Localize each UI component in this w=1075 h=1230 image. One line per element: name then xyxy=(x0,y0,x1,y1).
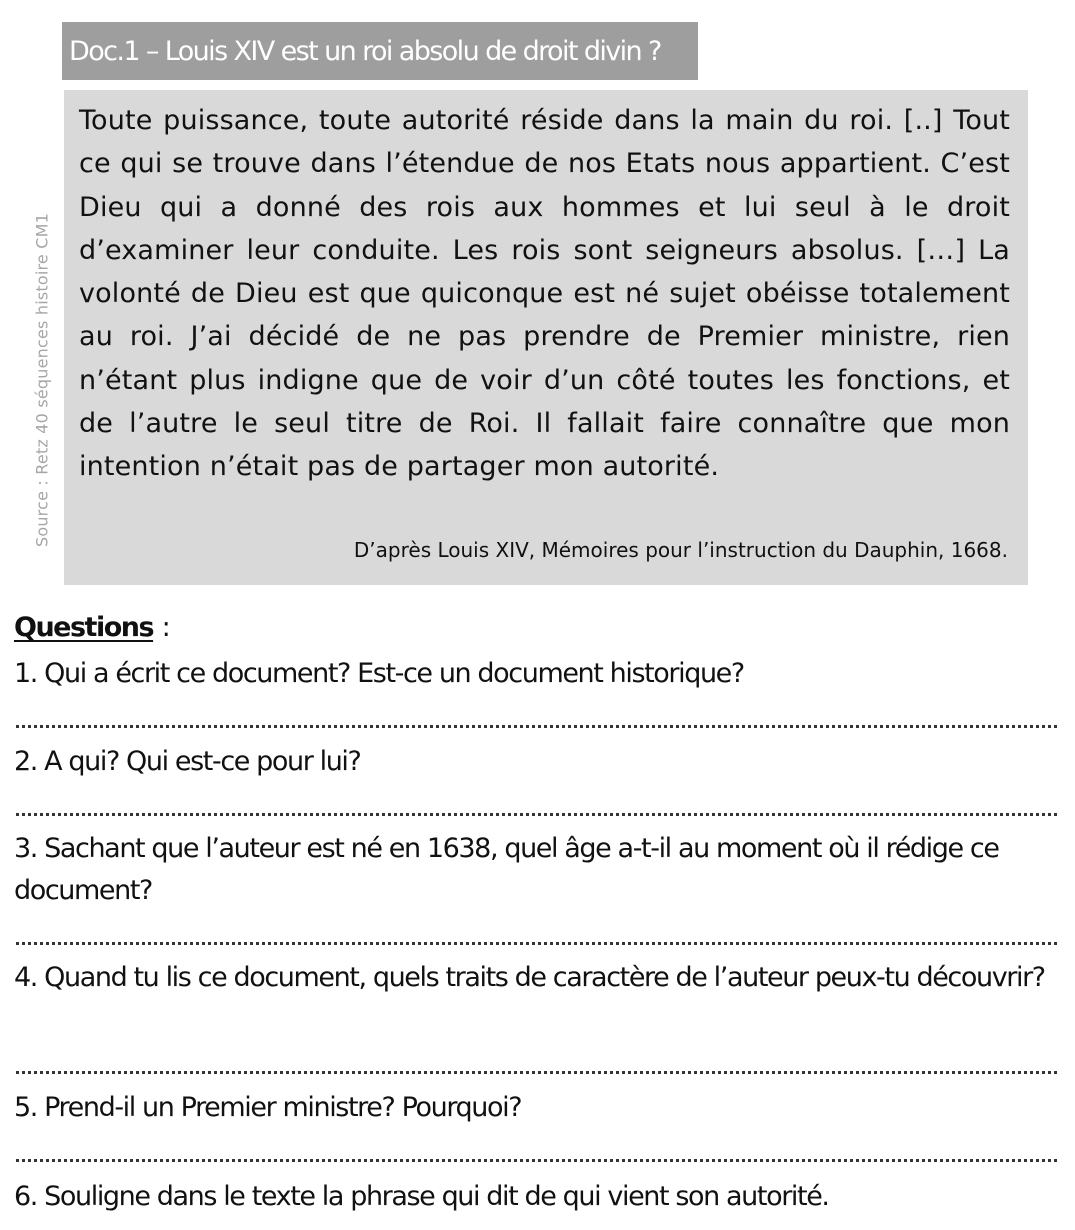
answer-line-3[interactable] xyxy=(16,942,1057,945)
quote-text: Toute puissance, toute autorité réside dans la main du roi. [..] Tout ce qui se trouve dans l’étendue de nos Etats nous appartient. C’est Dieu qui a donné des rois aux hommes et lui seul à le droit d’examiner leur conduite. Les rois sont seigneurs absolus. […] La volonté de Dieu est que quiconque est né sujet obéisse totalement au roi. J’ai décidé de ne pas prendre de Premier ministre, rien n’étant plus indigne que de voir d’un côté toutes les fonctions, et de l’autre le seul titre de Roi. Il fallait faire connaître que mon intention n’était pas de partager mon autorité. xyxy=(79,105,1010,483)
document-title-bar xyxy=(62,22,698,80)
answer-line-5[interactable] xyxy=(16,1159,1057,1162)
answer-line-1[interactable] xyxy=(16,725,1057,728)
quote-attribution: D’après Louis XIV, Mémoires pour l’instruction du Dauphin, 1668. xyxy=(353,538,1008,562)
question-2: 2. A qui? Qui est-ce pour lui? xyxy=(14,746,361,777)
question-3: 3. Sachant que l’auteur est né en 1638, quel âge a-t-il au moment où il rédige ce document? xyxy=(14,833,999,906)
source-credit: Source : Retz 40 séquences histoire CM1 xyxy=(32,212,52,548)
question-1: 1. Qui a écrit ce document? Est-ce un document historique? xyxy=(14,658,744,689)
question-6: 6. Souligne dans le texte la phrase qui dit de qui vient son autorité. xyxy=(14,1181,829,1212)
questions-heading xyxy=(14,612,171,643)
answer-line-2[interactable] xyxy=(16,813,1057,816)
questions-heading-colon: : xyxy=(153,612,171,643)
question-4: 4. Quand tu lis ce document, quels traits de caractère de l’auteur peux-tu découvrir? xyxy=(14,962,1045,993)
questions-heading-label: Questions xyxy=(14,612,154,643)
quote-box xyxy=(64,90,1028,585)
question-5: 5. Prend-il un Premier ministre? Pourquoi? xyxy=(14,1092,522,1123)
document-title: Doc.1 – Louis XIV est un roi absolu de droit divin ? xyxy=(69,35,661,67)
answer-line-4[interactable] xyxy=(16,1071,1057,1074)
